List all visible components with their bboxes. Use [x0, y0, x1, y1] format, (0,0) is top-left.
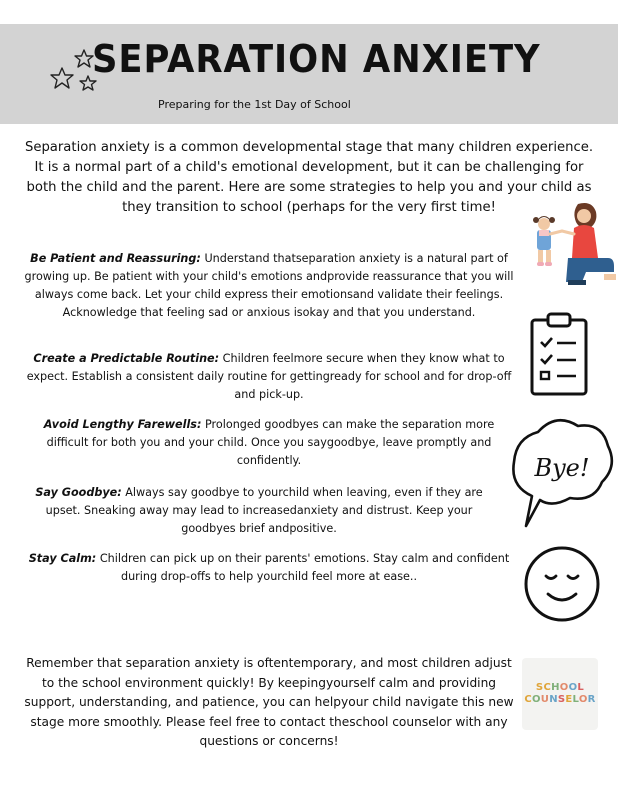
section-heading: Avoid Lengthy Farewells: [43, 418, 202, 431]
section-body: Understand thatseparation anxiety is a natural part of growing up. Be patient with your child's emotions andprovide reassurance that you will always come back. Let your child express their emotionsand validate their feelings. Acknowledge that feeling sad or anxious isokay and that you understand. [24, 252, 514, 319]
closing-paragraph: Remember that separation anxiety is oftentemporary, and most children adjust to the school environment quickly! By keepingyourself calm and providing support, understanding, and patience, you can helpyour child navigate this new stage more smoothly. Please feel free to contact theschool counselor with any questions or concerns! [24, 656, 514, 748]
section-heading: Be Patient and Reassuring: [30, 252, 201, 265]
section-body: Prolonged goodbyes can make the separation more difficult for both you and your child. Once you saygoodbye, leave promptly and confidently. [46, 418, 495, 467]
section-farewells [24, 416, 514, 470]
smiley-face-icon [522, 544, 602, 624]
section-say-goodbye [24, 484, 494, 538]
section-stay-calm [24, 550, 514, 586]
section-body: Children feelmore secure when they know what to expect. Establish a consistent daily routine for gettingready for school and for drop-off and pick-up. [26, 352, 512, 401]
badge-line1: SCHOOL [535, 682, 585, 693]
intro-paragraph: Separation anxiety is a common developmental stage that many children experience. It is a normal part of a child's emotional development, but it can be challenging for both the child and the parent. Here are some strategies to help you and your child as they transition to school (perhaps for the very first time! [24, 140, 594, 215]
section-heading: Stay Calm: [28, 552, 97, 565]
clipboard-checklist-icon [528, 312, 590, 396]
page-title: SEPARATION ANXIETY [92, 37, 541, 81]
section-heading: Create a Predictable Routine: [33, 352, 220, 365]
badge-line2: COUNSELOR [524, 694, 596, 705]
bye-text: Bye! [534, 454, 590, 482]
section-be-patient [24, 250, 514, 322]
section-heading: Say Goodbye: [35, 486, 122, 499]
section-routine [24, 350, 514, 404]
section-body: Always say goodbye to yourchild when leaving, even if they are upset. Sneaking away may lead to increasedanxiety and distrust. Keep your goodbyes brief andpositive. [45, 486, 483, 535]
school-counselor-badge [522, 658, 598, 730]
page-subtitle: Preparing for the 1st Day of School [158, 98, 351, 111]
section-body: Children can pick up on their parents' emotions. Stay calm and confident during drop-offs to help yourchild feel more at ease.. [96, 552, 510, 583]
mother-child-illustration [522, 196, 618, 292]
speech-bubble-icon [508, 416, 614, 528]
